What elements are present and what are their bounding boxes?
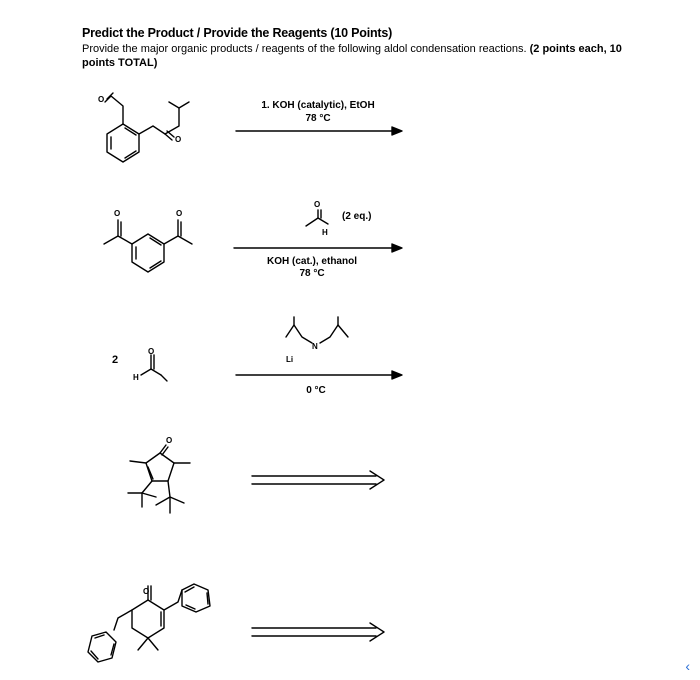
reaction-3-base-lda: [282, 315, 362, 355]
reaction-2-conditions-line1: KOH (cat.), ethanol: [266, 256, 357, 267]
instructions: [82, 42, 642, 70]
atom-h: H: [133, 373, 139, 382]
reaction-2-conditions-line2: 78 °C: [299, 268, 325, 279]
reaction-1-arrow: [234, 126, 404, 136]
reaction-4-double-arrow: [250, 470, 390, 490]
reaction-1-conditions-line1: 1. KOH (catalytic), EtOH: [261, 100, 375, 111]
reaction-5-double-arrow: [250, 622, 390, 642]
atom-o: O: [98, 95, 105, 104]
atom-o: O: [143, 587, 150, 596]
reaction-1-starting-material: [95, 82, 205, 172]
reaction-2-reagent-equiv: (2 eq.): [342, 211, 372, 222]
atom-o: O: [166, 436, 173, 445]
atom-li: Li: [286, 355, 294, 364]
chevron-left-icon[interactable]: ‹: [685, 658, 690, 674]
atom-o: O: [114, 209, 121, 218]
atom-o: O: [175, 135, 182, 144]
atom-h: H: [322, 228, 328, 237]
page-title: Predict the Product / Provide the Reagents (10 Points): [82, 26, 393, 40]
atom-o: O: [148, 347, 155, 356]
points-note: (2 points each, 10 points TOTAL): [82, 43, 622, 69]
reaction-3-starting-material: [135, 345, 175, 385]
atom-o: O: [176, 209, 183, 218]
reaction-3-coefficient: 2: [112, 354, 119, 366]
reaction-1-conditions-line2: 78 °C: [305, 113, 331, 124]
reaction-3-conditions-below: 0 °C: [306, 385, 326, 396]
reaction-5-product: [82, 580, 222, 680]
atom-n: N: [312, 342, 318, 351]
reaction-2-arrow: [232, 243, 404, 253]
atom-o: O: [314, 200, 321, 209]
instructions-text: Provide the major organic products / reagents of the following aldol condensation reactions.: [82, 43, 527, 55]
reaction-2-starting-material: [100, 210, 200, 280]
reaction-3-arrow: [234, 370, 404, 380]
reaction-4-product: [108, 437, 203, 527]
